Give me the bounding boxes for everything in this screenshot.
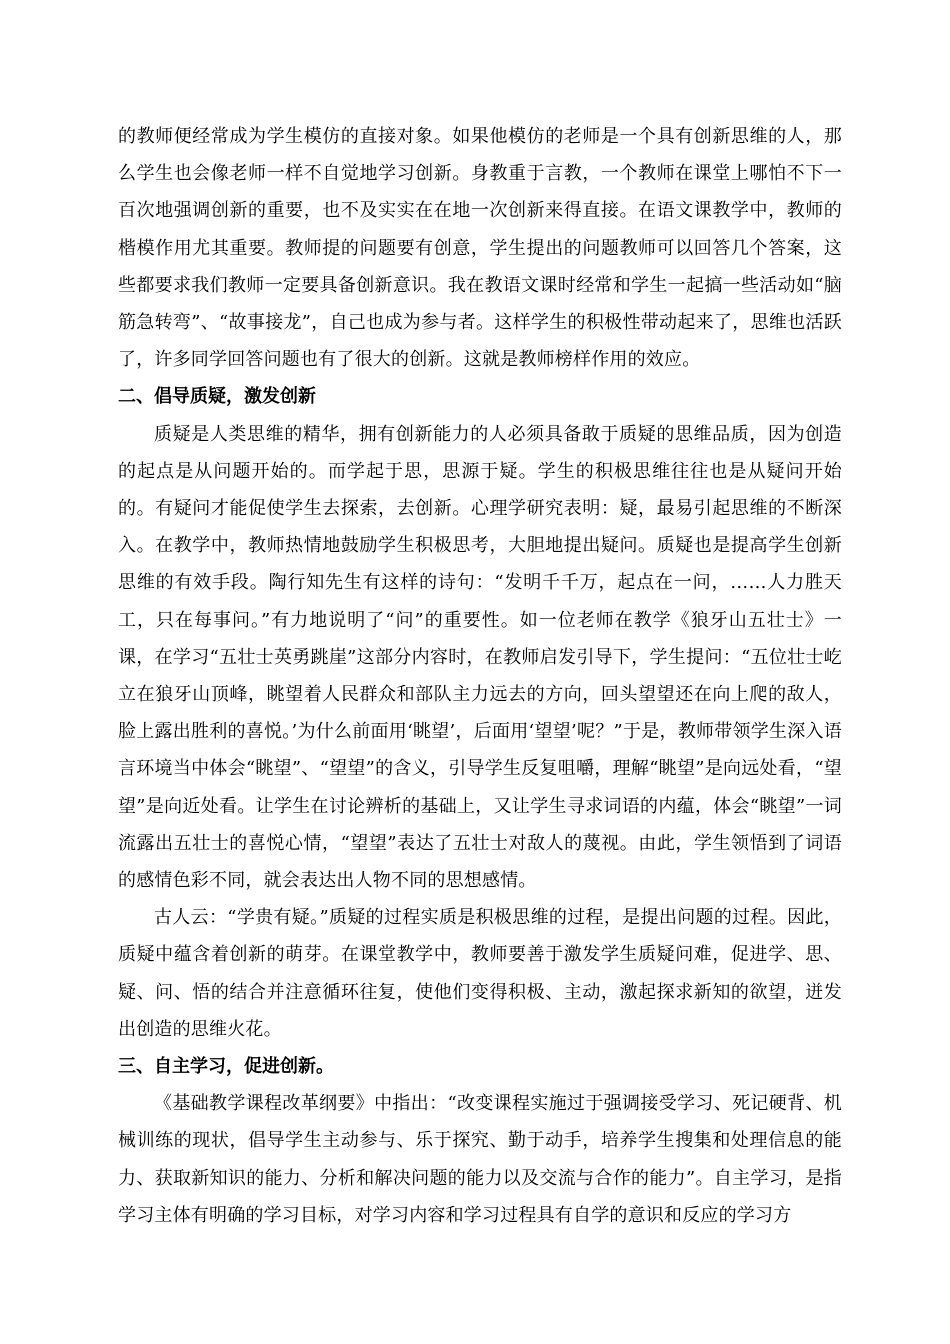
section-heading-2: 二、倡导质疑，激发创新: [118, 386, 316, 408]
paragraph-ancient-saying: 古人云：“学贵有疑。”质疑的过程实质是积极思维的过程，是提出问题的过程。因此，质疑中蕴含着创新的萌芽。在课堂教学中，教师要善于激发学生质疑问难，促进学、思、疑、问、悟的结合并注意循环往复，使他们变得积极、主动，激起探求新知的欲望，迸发出创造的思维火花。: [118, 907, 842, 1040]
paragraph-teacher-role: 的教师便经常成为学生模仿的直接对象。如果他模仿的老师是一个具有创新思维的人，那么学生也会像老师一样不自觉地学习创新。身教重于言教，一个教师在课堂上哪怕不下一百次地强调创新的重要，也不及实实在在地一次创新来得直接。在语文课教学中，教师的楷模作用尤其重要。教师提的问题要有创意，学生提出的问题教师可以回答几个答案，这些都要求我们教师一定要具备创新意识。我在教语文课时经常和学生一起搞一些活动如“脑筋急转弯”、“故事接龙”，自己也成为参与者。这样学生的积极性带动起来了，思维也活跃了，许多同学回答问题也有了很大的创新。这就是教师榜样作用的效应。: [118, 126, 842, 371]
paragraph-questioning: 质疑是人类思维的精华，拥有创新能力的人必须具备敢于质疑的思维品质，因为创造的起点是从问题开始的。而学起于思，思源于疑。学生的积极思维往往也是从疑问开始的。有疑问才能促使学生去探索，去创新。心理学研究表明：疑，最易引起思维的不断深入。在教学中，教师热情地鼓励学生积极思考，大胆地提出疑问。质疑也是提高学生创新思维的有效手段。陶行知先生有这样的诗句：“发明千千万，起点在一问，……人力胜天工，只在每事问。”有力地说明了“问”的重要性。如一位老师在教学《狼牙山五壮士》一课，在学习“五壮士英勇跳崖”这部分内容时，在教师启发引导下，学生提问：“五位壮士屹立在狼牙山顶峰，眺望着人民群众和部队主力远去的方向，回头望望还在向上爬的敌人，脸上露出胜利的喜悦。’为什么前面用‘眺望’，后面用‘望望’呢？”于是，教师带领学生深入语言环境当中体会“眺望”、“望望”的含义，引导学生反复咀嚼，理解“眺望”是向远处看，“望望”是向近处看。让学生在讨论辨析的基础上，又让学生寻求词语的内蕴，体会“眺望”一词流露出五壮士的喜悦心情，“望望”表达了五壮士对敌人的蔑视。由此，学生领悟到了词语的感情色彩不同，就会表达出人物不同的思想感情。: [118, 423, 842, 892]
paragraph-autonomous-learning: 《基础教学课程改革纲要》中指出：“改变课程实施过于强调接受学习、死记硬背、机械训练的现状，倡导学生主动参与、乐于探究、勤于动手，培养学生搜集和处理信息的能力、获取新知识的能力、分析和解决问题的能力以及交流与合作的能力”。自主学习，是指学习主体有明确的学习目标，对学习内容和学习过程具有自学的意识和反应的学习方: [118, 1093, 842, 1226]
section-heading-3: 三、自主学习，促进创新。: [118, 1056, 334, 1078]
document-page: [118, 118, 842, 1234]
